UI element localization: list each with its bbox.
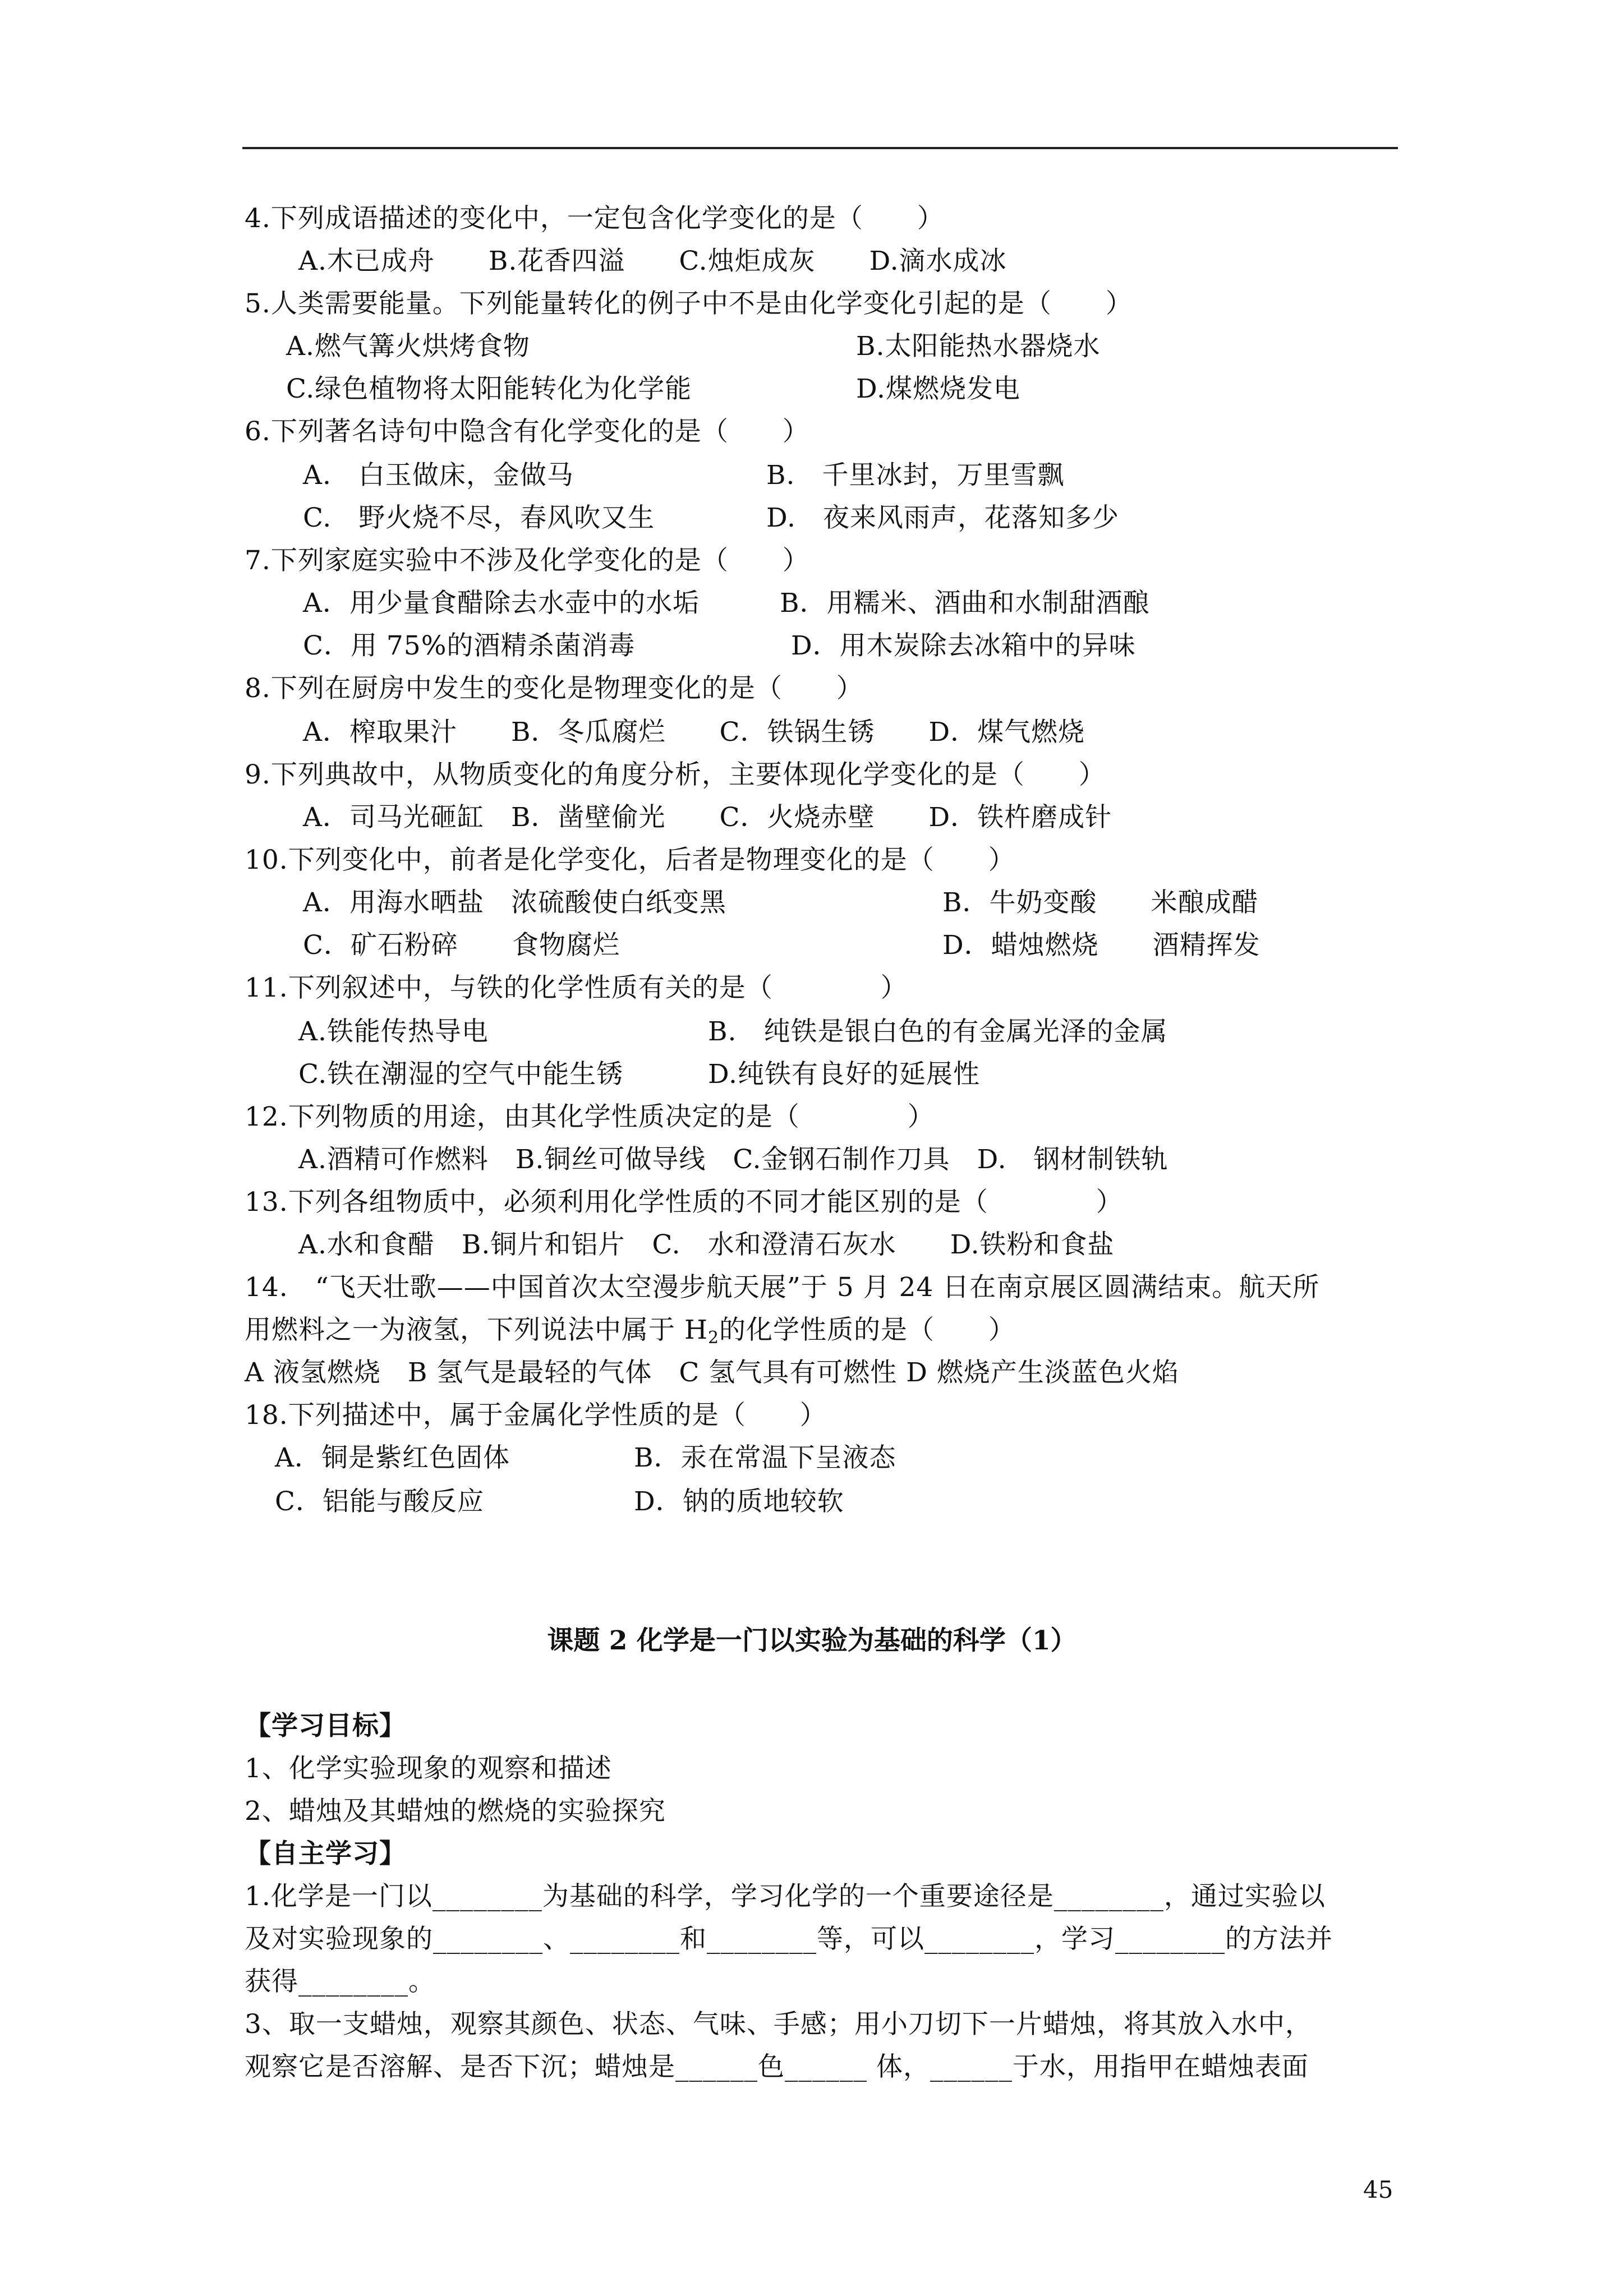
q7-stem: 7.下列家庭实验中不涉及化学变化的是（ ） [245, 545, 809, 576]
q14-options: A 液氢燃烧 B 氢气是最轻的气体 C 氢气具有可燃性 D 燃烧产生淡蓝色火焰 [245, 1357, 1179, 1388]
self-study-p1-line3: 获得________。 [245, 1966, 435, 1997]
q10-option-b: B．牛奶变酸 米酿成醋 [942, 887, 1259, 918]
self-study-p3-line2: 观察它是否溶解、是否下沉；蜡烛是______色______ 体，______于水，用指甲在蜡烛表面 [245, 2051, 1309, 2082]
header-rule [242, 147, 1398, 149]
q18-option-a: A．铜是紫红色固体 [275, 1442, 510, 1473]
q6-option-b: B. 千里冰封，万里雪飘 [766, 460, 1065, 491]
q11-option-b: B. 纯铁是银白色的有金属光泽的金属 [708, 1016, 1168, 1047]
q6-option-a: A. 白玉做床，金做马 [303, 460, 574, 491]
self-study-p3-line1: 3、取一支蜡烛，观察其颜色、状态、气味、手感；用小刀切下一片蜡烛，将其放入水中， [245, 2009, 1312, 2040]
q7-option-b: B．用糯米、酒曲和水制甜酒酿 [780, 588, 1150, 619]
q18-option-c: C．铝能与酸反应 [275, 1486, 484, 1517]
q14-stem-line2-post: 的化学性质的是（ ） [719, 1315, 1016, 1345]
section-title: 课题 2 化学是一门以实验为基础的科学（1） [547, 1625, 1077, 1656]
q7-option-c: C．用 75%的酒精杀菌消毒 [303, 630, 636, 661]
q13-stem: 13.下列各组物质中，必须利用化学性质的不同才能区别的是（ ） [245, 1187, 1123, 1218]
q18-stem: 18.下列描述中，属于金属化学性质的是（ ） [245, 1400, 827, 1431]
self-study-p1-line1: 1.化学是一门以________为基础的科学，学习化学的一个重要途径是________，通过实验以 [245, 1881, 1326, 1912]
q5-stem: 5.人类需要能量。下列能量转化的例子中不是由化学变化引起的是（ ） [245, 288, 1133, 319]
q6-stem: 6.下列著名诗句中隐含有化学变化的是（ ） [245, 416, 809, 447]
self-study-p1-line2: 及对实验现象的________、________和________等，可以________，学习________的方法并 [245, 1924, 1333, 1954]
q18-option-b: B．汞在常温下呈液态 [634, 1442, 896, 1473]
q14-stem-line2-pre: 用燃料之一为液氢，下列说法中属于 H [245, 1315, 708, 1345]
q10-stem: 10.下列变化中，前者是化学变化，后者是物理变化的是（ ） [245, 845, 1015, 875]
q6-option-d: D. 夜来风雨声，花落知多少 [766, 502, 1119, 533]
q10-option-a: A．用海水晒盐 浓硫酸使白纸变黑 [303, 887, 726, 918]
q14-stem-line1: 14. “飞天壮歌——中国首次太空漫步航天展”于 5 月 24 日在南京展区圆满结束。航天所 [245, 1272, 1320, 1303]
q9-stem: 9.下列典故中，从物质变化的角度分析，主要体现化学变化的是（ ） [245, 759, 1106, 790]
objectives-heading: 【学习目标】 [245, 1711, 406, 1741]
self-study-heading: 【自主学习】 [245, 1838, 406, 1869]
q18-option-d: D．钠的质地较软 [634, 1486, 844, 1517]
q8-stem: 8.下列在厨房中发生的变化是物理变化的是（ ） [245, 673, 863, 704]
q14-subscript: 2 [707, 1328, 720, 1348]
q4-stem: 4.下列成语描述的变化中，一定包含化学变化的是（ ） [245, 203, 944, 234]
q12-options: A.酒精可作燃料 B.铜丝可做导线 C.金钢石制作刀具 D. 钢材制铁轨 [298, 1144, 1168, 1175]
q7-option-d: D．用木炭除去冰箱中的异味 [791, 630, 1136, 661]
q5-option-d: D.煤燃烧发电 [856, 374, 1020, 404]
q9-options: A．司马光砸缸 B．凿壁偷光 C．火烧赤壁 D．铁杵磨成针 [303, 802, 1112, 833]
page-number: 45 [1363, 2176, 1393, 2203]
q13-options: A.水和食醋 B.铜片和铝片 C. 水和澄清石灰水 D.铁粉和食盐 [298, 1229, 1115, 1260]
objective-item-1: 1、化学实验现象的观察和描述 [245, 1753, 612, 1784]
q14-stem-line2 [245, 1313, 1015, 1355]
objective-item-2: 2、蜡烛及其蜡烛的燃烧的实验探究 [245, 1796, 666, 1827]
q11-option-a: A.铁能传热导电 [298, 1016, 489, 1047]
q7-option-a: A．用少量食醋除去水壶中的水垢 [303, 588, 700, 619]
q4-options: A.木已成舟 B.花香四溢 C.烛炬成灰 D.滴水成冰 [298, 246, 1007, 276]
q12-stem: 12.下列物质的用途，由其化学性质决定的是（ ） [245, 1101, 935, 1132]
q10-option-d: D．蜡烛燃烧 酒精挥发 [942, 930, 1260, 961]
q11-stem: 11.下列叙述中，与铁的化学性质有关的是（ ） [245, 972, 908, 1003]
q5-option-c: C.绿色植物将太阳能转化为化学能 [286, 374, 692, 404]
q11-option-c: C.铁在潮湿的空气中能生锈 [298, 1059, 624, 1090]
q5-option-a: A.燃气篝火烘烤食物 [286, 331, 530, 362]
q10-option-c: C．矿石粉碎 食物腐烂 [303, 930, 620, 961]
q6-option-c: C. 野火烧不尽，春风吹又生 [303, 502, 655, 533]
q5-option-b: B.太阳能热水器烧水 [856, 331, 1101, 362]
q11-option-d: D.纯铁有良好的延展性 [708, 1059, 980, 1090]
q8-options: A．榨取果汁 B．冬瓜腐烂 C．铁锅生锈 D．煤气燃烧 [303, 717, 1085, 748]
